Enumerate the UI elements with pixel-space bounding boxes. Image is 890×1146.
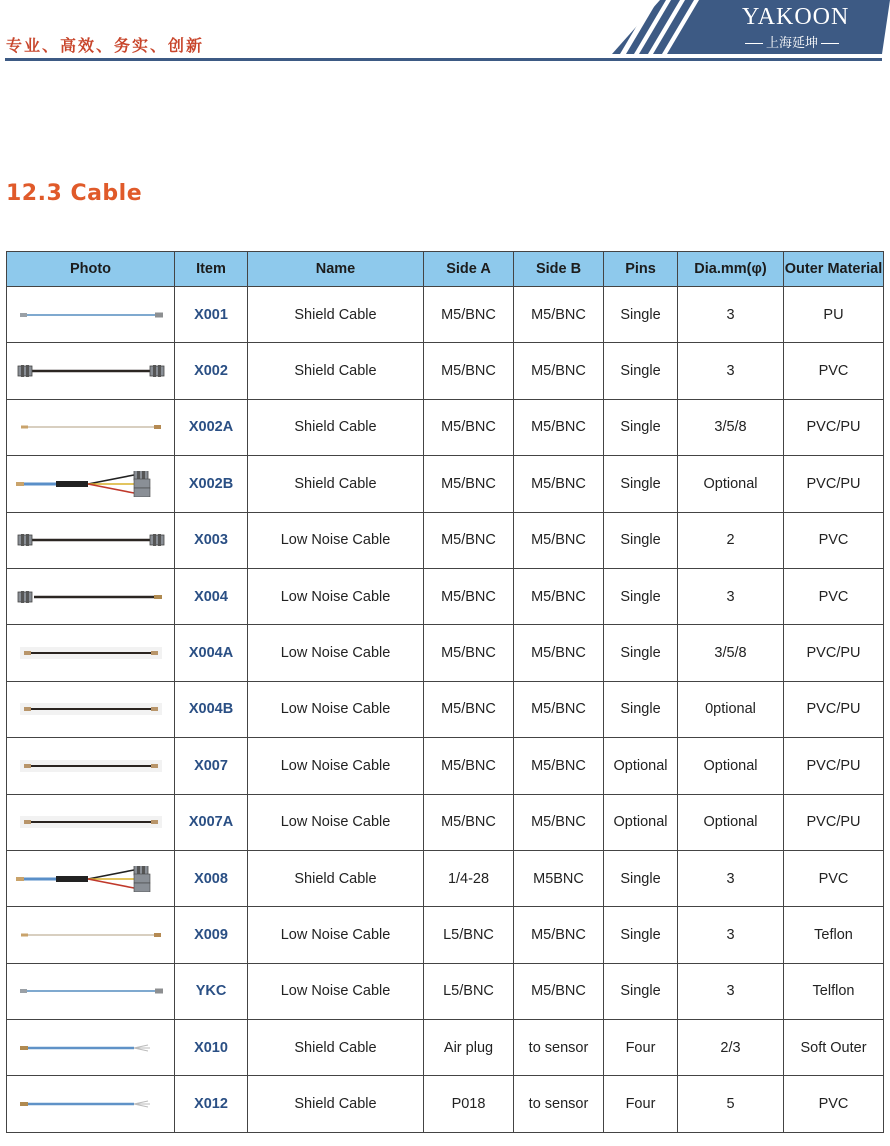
diameter: 0ptional	[678, 681, 784, 737]
side-b: M5/BNC	[514, 963, 604, 1019]
side-a: M5/BNC	[424, 512, 514, 568]
table-row	[7, 287, 884, 343]
side-b: to sensor	[514, 1076, 604, 1132]
pins: Single	[604, 399, 678, 455]
pins: Optional	[604, 794, 678, 850]
side-b: M5/BNC	[514, 794, 604, 850]
cable-name: Shield Cable	[248, 850, 424, 906]
item-code: X012	[175, 1076, 248, 1132]
cable-name: Low Noise Cable	[248, 568, 424, 624]
cable-photo	[7, 399, 175, 455]
column-header: Side B	[514, 252, 604, 287]
outer-material: PVC	[784, 343, 884, 399]
black-thin-cable-icon	[16, 640, 166, 666]
cable-name: Shield Cable	[248, 287, 424, 343]
table-row	[7, 343, 884, 399]
cable-photo	[7, 907, 175, 963]
cable-photo	[7, 625, 175, 681]
pins: Single	[604, 907, 678, 963]
pins: Single	[604, 850, 678, 906]
item-code: X009	[175, 907, 248, 963]
pins: Single	[604, 963, 678, 1019]
brand-logo-text: YAKOON	[742, 4, 850, 30]
side-b: M5/BNC	[514, 568, 604, 624]
side-b: M5/BNC	[514, 343, 604, 399]
table-row	[7, 512, 884, 568]
cable-name: Shield Cable	[248, 399, 424, 455]
black-bnc-one-end-cable-icon	[16, 584, 166, 610]
side-a: M5/BNC	[424, 625, 514, 681]
side-a: 1/4-28	[424, 850, 514, 906]
black-bnc-cable-icon	[16, 527, 166, 553]
item-code: X008	[175, 850, 248, 906]
diameter: 5	[678, 1076, 784, 1132]
black-thin-cable-icon	[16, 696, 166, 722]
outer-material: PVC/PU	[784, 681, 884, 737]
outer-material: PVC/PU	[784, 399, 884, 455]
table-row	[7, 738, 884, 794]
table-row	[7, 1020, 884, 1076]
side-a: M5/BNC	[424, 794, 514, 850]
side-a: M5/BNC	[424, 738, 514, 794]
table-row	[7, 794, 884, 850]
outer-material: PVC	[784, 1076, 884, 1132]
table-row	[7, 399, 884, 455]
diameter: 3/5/8	[678, 399, 784, 455]
table-row	[7, 850, 884, 906]
triaxial-split-cable-icon	[16, 866, 166, 892]
cable-name: Low Noise Cable	[248, 625, 424, 681]
pins: Four	[604, 1076, 678, 1132]
side-b: M5/BNC	[514, 456, 604, 512]
item-code: X002	[175, 343, 248, 399]
outer-material: PVC	[784, 568, 884, 624]
cable-photo	[7, 568, 175, 624]
pins: Single	[604, 512, 678, 568]
item-code: X003	[175, 512, 248, 568]
cable-photo	[7, 850, 175, 906]
table-row	[7, 1076, 884, 1132]
table-row	[7, 625, 884, 681]
side-a: M5/BNC	[424, 568, 514, 624]
column-header: Outer Material	[784, 252, 884, 287]
column-header: Name	[248, 252, 424, 287]
cable-photo	[7, 1076, 175, 1132]
outer-material: Telflon	[784, 963, 884, 1019]
cable-name: Shield Cable	[248, 343, 424, 399]
page-header	[0, 0, 890, 64]
company-motto: 专业、高效、务实、创新	[6, 36, 205, 55]
diameter: Optional	[678, 794, 784, 850]
diameter: Optional	[678, 738, 784, 794]
column-header: Photo	[7, 252, 175, 287]
black-thin-cable-icon	[16, 753, 166, 779]
pins: Optional	[604, 738, 678, 794]
cable-name: Low Noise Cable	[248, 681, 424, 737]
section-title: 12.3 Cable	[6, 181, 143, 206]
cable-photo	[7, 343, 175, 399]
side-b: M5/BNC	[514, 399, 604, 455]
diameter: 3	[678, 850, 784, 906]
cable-name: Low Noise Cable	[248, 963, 424, 1019]
cable-name: Low Noise Cable	[248, 738, 424, 794]
cable-name: Low Noise Cable	[248, 907, 424, 963]
pins: Single	[604, 456, 678, 512]
item-code: X002B	[175, 456, 248, 512]
diameter: 3	[678, 963, 784, 1019]
side-a: L5/BNC	[424, 963, 514, 1019]
side-a: M5/BNC	[424, 456, 514, 512]
side-a: M5/BNC	[424, 681, 514, 737]
cable-spec-table	[6, 251, 884, 1133]
table-header-row	[7, 252, 884, 287]
cable-name: Shield Cable	[248, 1020, 424, 1076]
item-code: X010	[175, 1020, 248, 1076]
cable-name: Low Noise Cable	[248, 794, 424, 850]
blue-open-end-cable-icon	[16, 1091, 166, 1117]
outer-material: PVC/PU	[784, 738, 884, 794]
outer-material: Soft Outer	[784, 1020, 884, 1076]
thin-white-cable-icon	[16, 414, 166, 440]
diameter: 2	[678, 512, 784, 568]
table-row	[7, 568, 884, 624]
pins: Single	[604, 625, 678, 681]
side-b: M5/BNC	[514, 907, 604, 963]
side-a: Air plug	[424, 1020, 514, 1076]
pins: Single	[604, 568, 678, 624]
side-a: L5/BNC	[424, 907, 514, 963]
cable-name: Shield Cable	[248, 1076, 424, 1132]
blue-open-end-cable-icon	[16, 1035, 166, 1061]
column-header: Side A	[424, 252, 514, 287]
cable-photo	[7, 512, 175, 568]
pins: Four	[604, 1020, 678, 1076]
side-a: M5/BNC	[424, 287, 514, 343]
cable-photo	[7, 963, 175, 1019]
diameter: 3	[678, 907, 784, 963]
thin-blue-cable-icon	[16, 978, 166, 1004]
item-code: X004A	[175, 625, 248, 681]
side-b: M5/BNC	[514, 287, 604, 343]
black-thin-cable-icon	[16, 809, 166, 835]
column-header: Dia.mm(φ)	[678, 252, 784, 287]
side-b: M5/BNC	[514, 625, 604, 681]
side-b: M5/BNC	[514, 512, 604, 568]
black-bnc-cable-icon	[16, 358, 166, 384]
brand-logo-subtext: 上海延坤	[742, 32, 842, 51]
cable-photo	[7, 738, 175, 794]
diameter: 3	[678, 343, 784, 399]
column-header: Pins	[604, 252, 678, 287]
item-code: X004B	[175, 681, 248, 737]
outer-material: PVC/PU	[784, 794, 884, 850]
item-code: X007	[175, 738, 248, 794]
cable-photo	[7, 287, 175, 343]
outer-material: PVC	[784, 850, 884, 906]
table-row	[7, 907, 884, 963]
diameter: 3/5/8	[678, 625, 784, 681]
pins: Single	[604, 681, 678, 737]
item-code: YKC	[175, 963, 248, 1019]
cable-name: Low Noise Cable	[248, 512, 424, 568]
item-code: X002A	[175, 399, 248, 455]
thin-white-cable-icon	[16, 922, 166, 948]
triaxial-split-cable-icon	[16, 471, 166, 497]
outer-material: PVC/PU	[784, 456, 884, 512]
outer-material: PU	[784, 287, 884, 343]
diameter: 3	[678, 287, 784, 343]
cable-name: Shield Cable	[248, 456, 424, 512]
cable-photo	[7, 794, 175, 850]
cable-photo	[7, 1020, 175, 1076]
table-row	[7, 963, 884, 1019]
side-b: M5/BNC	[514, 681, 604, 737]
header-divider	[5, 58, 882, 61]
table-row	[7, 681, 884, 737]
side-a: M5/BNC	[424, 399, 514, 455]
side-b: M5BNC	[514, 850, 604, 906]
side-b: to sensor	[514, 1020, 604, 1076]
item-code: X004	[175, 568, 248, 624]
cable-photo	[7, 456, 175, 512]
diameter: Optional	[678, 456, 784, 512]
item-code: X001	[175, 287, 248, 343]
outer-material: PVC	[784, 512, 884, 568]
outer-material: PVC/PU	[784, 625, 884, 681]
item-code: X007A	[175, 794, 248, 850]
diameter: 2/3	[678, 1020, 784, 1076]
diameter: 3	[678, 568, 784, 624]
table-row	[7, 456, 884, 512]
column-header: Item	[175, 252, 248, 287]
pins: Single	[604, 287, 678, 343]
side-a: P018	[424, 1076, 514, 1132]
side-a: M5/BNC	[424, 343, 514, 399]
cable-photo	[7, 681, 175, 737]
pins: Single	[604, 343, 678, 399]
thin-blue-cable-icon	[16, 302, 166, 328]
outer-material: Teflon	[784, 907, 884, 963]
side-b: M5/BNC	[514, 738, 604, 794]
